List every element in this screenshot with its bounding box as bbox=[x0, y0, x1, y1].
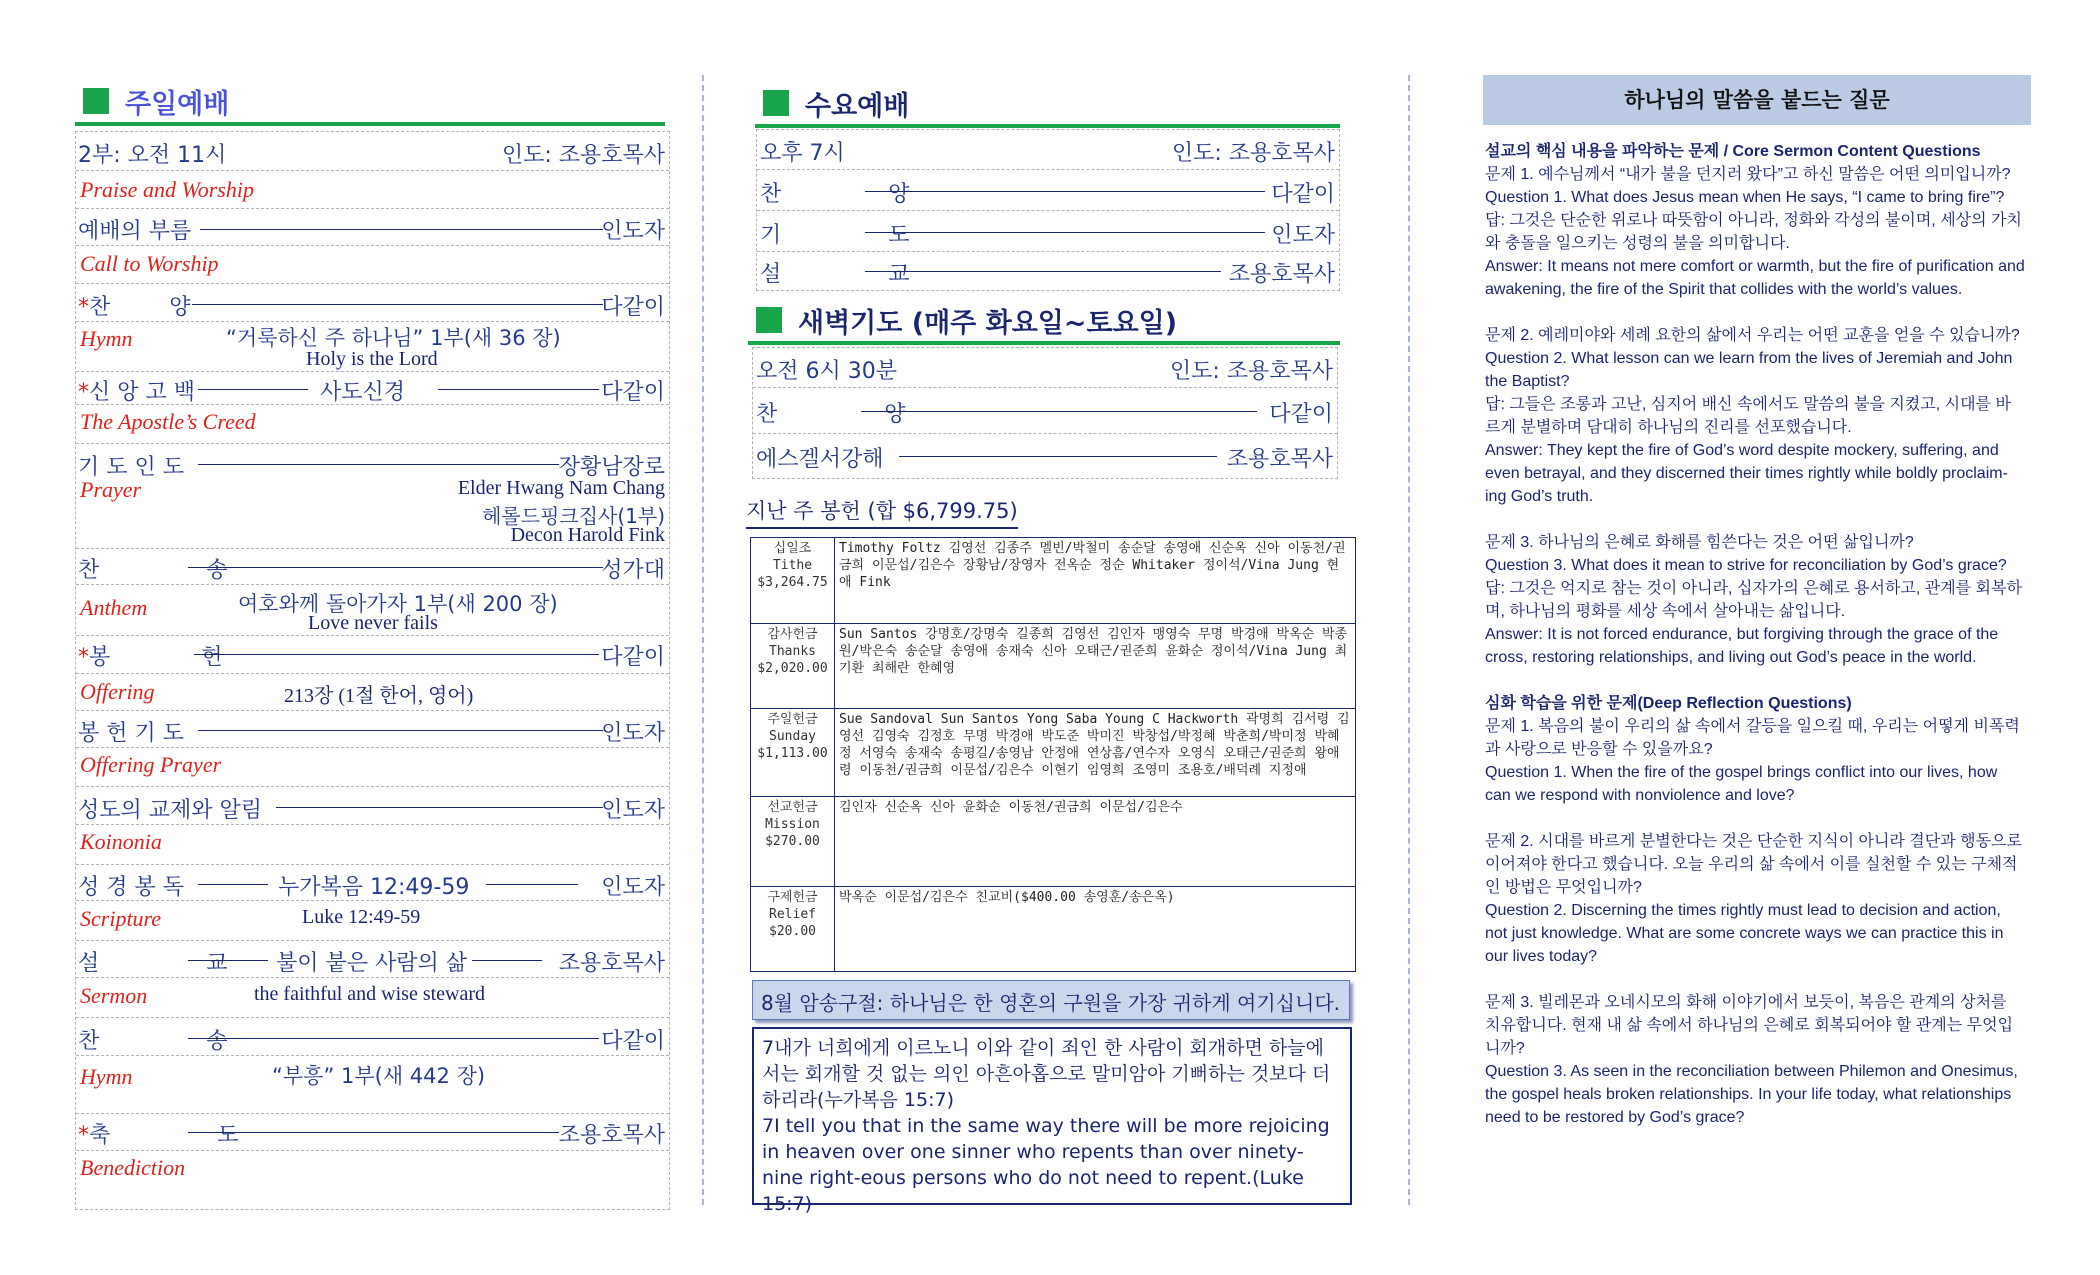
leader-line bbox=[899, 456, 1217, 457]
creed-name: 사도신경 bbox=[320, 380, 406, 405]
sunday-heading bbox=[75, 78, 665, 126]
core-q3-kr: 문제 3. 하나님의 은혜로 화해를 힘쓴다는 것은 어떤 삶입니까? bbox=[1485, 534, 1914, 551]
deep-q3-kr: 문제 3. 빌레몬과 오네시모의 화해 이야기에서 보듯이, 복음은 관계의 상처를 치유합니다. 현재 내 삶 속에서 하나님의 은혜로 회복되어야 할 관계는 무엇입니까? bbox=[1485, 994, 2014, 1057]
offering-category: 감사헌금 Thanks $2,020.00 bbox=[751, 624, 835, 709]
bene-en: Benediction bbox=[80, 1155, 186, 1180]
spacer bbox=[1485, 669, 2025, 692]
prayer-name-2: 헤롤드핑크집사(1부) bbox=[482, 504, 665, 528]
sermon-title: 불이 붙은 사람의 삶 bbox=[276, 951, 467, 976]
offering-category: 십일조 Tithe $3,264.75 bbox=[751, 538, 835, 624]
dawn-order-box bbox=[752, 347, 1338, 479]
anthem-en: Anthem bbox=[80, 595, 148, 620]
offering-row-tithe bbox=[751, 538, 1356, 624]
order-row-scripture bbox=[76, 865, 669, 901]
deep-questions-title: 심화 학습을 위한 문제(Deep Reflection Questions) bbox=[1485, 695, 1852, 712]
wed-row-hymn bbox=[757, 170, 1339, 211]
deep-q1-kr: 문제 1. 복음의 불이 우리의 삶 속에서 갈등을 일으킬 때, 우리는 어떻게 비폭력과 사랑으로 반응할 수 있을까요? bbox=[1485, 718, 2020, 758]
creed-label: *신 앙 고 백 bbox=[78, 380, 195, 405]
koinonia-leader: 인도자 bbox=[601, 798, 665, 823]
offering-song: 213장 (1절 한어, 영어) bbox=[284, 685, 474, 707]
spacer bbox=[1485, 301, 2025, 324]
core-q2-en: Question 2. What lesson can we learn from the lives of Jeremiah and John the Baptist? bbox=[1485, 350, 2013, 390]
order-row-scripture-en bbox=[76, 901, 669, 941]
prayer-name-1: Elder Hwang Nam Chang bbox=[457, 477, 665, 499]
memory-verse-en: 7I tell you that in the same way there will be more rejoicing in heaven over one sinner who repents than over ninety-nine right-eous persons who do not need to repent.(Luke 15:7) bbox=[762, 1115, 1330, 1215]
spacer bbox=[1485, 968, 2025, 991]
core-q3-answer-kr: 답: 그것은 억지로 참는 것이 아니라, 십자가의 은혜로 용서하고, 관계를 회복하며, 하나님의 평화를 세상 속에서 살아내는 삶입니다. bbox=[1485, 580, 2022, 620]
bene-preacher: 조용호목사 bbox=[558, 1123, 665, 1148]
anthem-song-en: Love never fails bbox=[308, 612, 438, 634]
core-q2-kr: 문제 2. 예레미야와 세례 요한의 삶에서 우리는 어떤 교훈을 얻을 수 있습니까? bbox=[1485, 327, 2020, 344]
offering-row-sunday bbox=[751, 709, 1356, 797]
wed-hymn-label: 찬 양 bbox=[760, 182, 960, 207]
order-row-creed-en bbox=[76, 405, 669, 444]
order-row-offering-song bbox=[76, 674, 669, 711]
scripture-label: 성 경 봉 독 bbox=[78, 875, 184, 900]
offering-leader: 다같이 bbox=[601, 645, 665, 670]
bene-label: *축 도 bbox=[78, 1123, 289, 1148]
offering-table bbox=[750, 537, 1356, 972]
core-q1-answer-kr: 답: 그것은 단순한 위로나 따뜻함이 아니라, 정화와 각성의 불이며, 세상의 가치와 충돌을 일으키는 성령의 불을 의미합니다. bbox=[1485, 212, 2022, 252]
leader-line bbox=[486, 884, 578, 885]
scripture-en: Scripture bbox=[80, 906, 162, 931]
offprayer-leader: 인도자 bbox=[601, 721, 665, 746]
hymn2-song: “부흥” 1부(새 442 장) bbox=[272, 1064, 486, 1088]
sunday-order-box bbox=[75, 131, 670, 1210]
memory-verse-title: 8월 암송구절: 하나님은 한 영혼의 구원을 가장 귀하게 여기십니다. bbox=[752, 980, 1350, 1020]
dawn-row-time bbox=[753, 348, 1337, 388]
wed-row-sermon bbox=[757, 252, 1339, 290]
dawn-title: 새벽기도 (매주 화요일~토요일) bbox=[798, 308, 1178, 339]
order-row-hymn2 bbox=[76, 1018, 669, 1056]
offering-names: Timothy Foltz 김영선 김종주 멜빈/박철미 송순달 송영애 신순옥 신아 이동천/권금희 이문섭/김은수 장황남/장영자 전옥순 정순 Whitaker 정이석/Vina Jung 현애 Fink bbox=[835, 538, 1356, 624]
order-row-offprayer bbox=[76, 711, 669, 748]
service-leader: 인도: 조용호목사 bbox=[501, 143, 665, 168]
offering-names: 박옥순 이문섭/김은수 친교비($400.00 송영훈/송은옥) bbox=[835, 887, 1356, 972]
questions-header: 하나님의 말씀을 붙드는 질문 bbox=[1483, 75, 2031, 125]
offering-row-relief bbox=[751, 887, 1356, 972]
leader-line bbox=[865, 191, 1265, 192]
order-row-koinonia bbox=[76, 787, 669, 825]
dawn-hymn-label: 찬 양 bbox=[756, 402, 956, 427]
sermon-label: 설 교 bbox=[78, 951, 278, 976]
wed-prayer-label: 기 도 bbox=[760, 223, 960, 248]
order-row-sermon-en bbox=[76, 978, 669, 1018]
core-q2-answer-en: Answer: They kept the fire of God’s word despite mockery, suffering, and even betrayal, and they discerned their times rightly while boldly proclaim-ing God’s truth. bbox=[1485, 442, 2008, 505]
offering-names: 김인자 신순옥 신아 윤화순 이동천/권금희 이문섭/김은수 bbox=[835, 797, 1356, 887]
creed-leader: 다같이 bbox=[601, 380, 665, 405]
leader-line bbox=[188, 1132, 559, 1133]
offering-row-thanks bbox=[751, 624, 1356, 709]
questions-content bbox=[1485, 140, 2025, 1129]
sermon-en: Sermon bbox=[80, 983, 148, 1008]
koinonia-en: Koinonia bbox=[80, 829, 162, 854]
wed-row-prayer bbox=[757, 211, 1339, 252]
order-row-call-en bbox=[76, 246, 669, 284]
core-q2-answer-kr: 답: 그들은 조롱과 고난, 심지어 배신 속에서도 말씀의 불을 지켰고, 시대를 바르게 분별하며 담대히 하나님의 진리를 선포했습니다. bbox=[1485, 396, 2011, 436]
wednesday-title: 수요예배 bbox=[805, 91, 910, 122]
wed-time: 오후 7시 bbox=[760, 141, 845, 166]
hymn2-leader: 다같이 bbox=[601, 1029, 665, 1054]
dawn-study-label: 에스겔서강해 bbox=[756, 447, 884, 472]
scripture-ref: 누가복음 12:49-59 bbox=[278, 875, 470, 900]
spacer bbox=[1485, 807, 2025, 830]
order-row-anthem-song bbox=[76, 585, 669, 636]
hymn1-song-kr: “거룩하신 주 하나님” 1부(새 36 장) bbox=[226, 326, 561, 350]
leader-line bbox=[861, 411, 1257, 412]
core-q1-en: Question 1. What does Jesus mean when He says, “I came to bring fire”? bbox=[1485, 189, 2005, 206]
order-row-offering bbox=[76, 636, 669, 674]
leader-line bbox=[200, 229, 603, 230]
offering-category: 선교헌금 Mission $270.00 bbox=[751, 797, 835, 887]
offering-category: 구제헌금 Relief $20.00 bbox=[751, 887, 835, 972]
leader-line bbox=[276, 807, 603, 808]
leader-line bbox=[188, 960, 268, 961]
order-row-creed bbox=[76, 372, 669, 405]
offering-title: 지난 주 봉헌 (합 $6,799.75) bbox=[746, 495, 1018, 529]
dawn-time: 오전 6시 30분 bbox=[756, 359, 897, 384]
hymn1-label: *찬 양 bbox=[78, 295, 217, 320]
deep-q2-kr: 문제 2. 시대를 바르게 분별한다는 것은 단순한 지식이 아니라 결단과 행동으로 이어져야 한다고 했습니다. 오늘 우리의 삶 속에서 이를 실천할 수 있는 구체적인 방법은 무엇입니까? bbox=[1485, 833, 2022, 896]
spacer bbox=[1485, 508, 2025, 531]
order-row-prayer bbox=[76, 444, 669, 549]
deep-q3-en: Question 3. As seen in the reconciliation between Philemon and Onesimus, the gospel heals broken relationships. In your life today, what relationships need to be restored by God’s grace? bbox=[1485, 1063, 2018, 1126]
leader-line bbox=[188, 1038, 599, 1039]
offering-names: Sun Santos 강명호/강명숙 길종희 김영선 김인자 맹영숙 무명 박경애 박옥순 박종원/박은숙 송순달 송영애 송재숙 신아 오태근/권준희 윤화순 정이석/Vina Jung 최기환 최해란 한혜영 bbox=[835, 624, 1356, 709]
order-row-offprayer-en bbox=[76, 748, 669, 787]
dawn-row-hymn bbox=[753, 388, 1337, 434]
order-row-benediction-en bbox=[76, 1151, 669, 1189]
sunday-title: 주일예배 bbox=[125, 89, 230, 120]
wed-prayer-leader: 인도자 bbox=[1271, 223, 1335, 248]
core-q1-kr: 문제 1. 예수님께서 “내가 불을 던지러 왔다”고 하신 말씀은 어떤 의미입니까? bbox=[1485, 166, 2011, 183]
wednesday-heading bbox=[755, 80, 1340, 128]
leader-line bbox=[865, 232, 1265, 233]
green-square-icon bbox=[763, 90, 789, 116]
leader-line bbox=[198, 730, 603, 731]
hymn1-en: Hymn bbox=[80, 326, 133, 351]
core-q1-answer-en: Answer: It means not mere comfort or warmth, but the fire of purification and awakening, the fire of the Spirit that collides with the world’s values. bbox=[1485, 258, 2025, 298]
prayer-label: 기 도 인 도 bbox=[78, 455, 184, 480]
anthem-label: 찬 송 bbox=[78, 558, 278, 583]
offprayer-en: Offering Prayer bbox=[80, 752, 222, 777]
leader-line bbox=[472, 960, 542, 961]
offering-label: *봉 헌 bbox=[78, 645, 265, 670]
wed-leader: 인도: 조용호목사 bbox=[1171, 141, 1335, 166]
order-row-sermon bbox=[76, 941, 669, 978]
leader-line bbox=[198, 884, 268, 885]
prayer-leader: 장황남장로 bbox=[558, 455, 665, 480]
wed-row-time bbox=[757, 130, 1339, 170]
service-time: 2부: 오전 11시 bbox=[78, 143, 227, 168]
column-divider-2 bbox=[1408, 75, 1410, 1205]
leader-line bbox=[198, 389, 308, 390]
column-divider-1 bbox=[702, 75, 704, 1205]
dawn-study-preacher: 조용호목사 bbox=[1226, 447, 1333, 472]
offprayer-label: 봉 헌 기 도 bbox=[78, 721, 184, 746]
sermon-title-en: the faithful and wise steward bbox=[254, 983, 486, 1005]
order-row-hymn1-song bbox=[76, 322, 669, 372]
memory-verse-kr: 7내가 너희에게 이르노니 이와 같이 죄인 한 사람이 회개하면 하늘에서는 회개할 것 없는 의인 아흔아홉으로 말미암아 기뻐하는 것보다 더하리라(누가복음 15:7) bbox=[762, 1037, 1331, 1111]
leader-line bbox=[198, 464, 559, 465]
order-row-hymn2-song bbox=[76, 1056, 669, 1114]
hymn2-label: 찬 송 bbox=[78, 1029, 278, 1054]
call-en: Call to Worship bbox=[80, 251, 219, 276]
dawn-hymn-leader: 다같이 bbox=[1269, 402, 1333, 427]
scripture-ref-en: Luke 12:49-59 bbox=[302, 906, 421, 928]
hymn1-leader: 다같이 bbox=[601, 295, 665, 320]
prayer-en: Prayer bbox=[80, 477, 142, 502]
order-row-koinonia-en bbox=[76, 825, 669, 865]
order-row-hymn1 bbox=[76, 284, 669, 322]
anthem-leader: 성가대 bbox=[601, 558, 665, 583]
green-square-icon bbox=[83, 88, 109, 114]
leader-line bbox=[438, 389, 599, 390]
hymn1-song-en: Holy is the Lord bbox=[306, 348, 438, 370]
deep-q1-en: Question 1. When the fire of the gospel brings conflict into our lives, how can we respond with nonviolence and love? bbox=[1485, 764, 1998, 804]
memory-verse-box bbox=[752, 1027, 1352, 1215]
wed-sermon-preacher: 조용호목사 bbox=[1228, 262, 1335, 287]
leader-line bbox=[865, 271, 1221, 272]
prayer-name-2-en: Decon Harold Fink bbox=[510, 524, 665, 546]
call-label: 예배의 부름 bbox=[78, 219, 192, 244]
order-row-anthem bbox=[76, 549, 669, 585]
leader-line bbox=[192, 304, 603, 305]
core-q3-en: Question 3. What does it mean to strive for reconciliation by God’s grace? bbox=[1485, 557, 2007, 574]
praise-label: Praise and Worship bbox=[80, 177, 254, 202]
dawn-heading bbox=[748, 297, 1340, 345]
dawn-leader: 인도: 조용호목사 bbox=[1169, 359, 1333, 384]
core-q3-answer-en: Answer: It is not forced endurance, but forgiving through the grace of the cross, restoring relationships, and living out God’s peace in the world. bbox=[1485, 626, 1999, 666]
deep-q2-en: Question 2. Discerning the times rightly must lead to decision and action, not just knowledge. What are some concrete ways we can practice this in our lives today? bbox=[1485, 902, 2004, 965]
order-row-call bbox=[76, 209, 669, 246]
offering-category: 주일헌금 Sunday $1,113.00 bbox=[751, 709, 835, 797]
wed-sermon-label: 설 교 bbox=[760, 262, 960, 287]
hymn2-en: Hymn bbox=[80, 1064, 133, 1089]
sermon-preacher: 조용호목사 bbox=[558, 951, 665, 976]
dawn-row-ezekiel bbox=[753, 434, 1337, 478]
wednesday-order-box bbox=[756, 129, 1340, 291]
leader-line bbox=[194, 654, 599, 655]
core-questions-title: 설교의 핵심 내용을 파악하는 문제 / Core Sermon Content Questions bbox=[1485, 143, 1981, 160]
koinonia-label: 성도의 교제와 알림 bbox=[78, 798, 263, 823]
order-row-praise bbox=[76, 171, 669, 209]
green-square-icon bbox=[756, 307, 782, 333]
wed-hymn-leader: 다같이 bbox=[1271, 182, 1335, 207]
order-row-service-time bbox=[76, 132, 669, 171]
offering-en: Offering bbox=[80, 679, 155, 704]
anthem-song-kr: 여호와께 돌아가자 1부(새 200 장) bbox=[238, 592, 558, 616]
offering-row-mission bbox=[751, 797, 1356, 887]
call-leader: 인도자 bbox=[601, 219, 665, 244]
order-row-benediction bbox=[76, 1114, 669, 1151]
creed-en: The Apostle’s Creed bbox=[80, 409, 256, 434]
leader-line bbox=[188, 567, 603, 568]
offering-names: Sue Sandoval Sun Santos Yong Saba Young C Hackworth 곽명희 김서령 김영선 김영숙 김정호 무명 박경애 박도준 박미진 박창섭/박정혜 박춘희/박미정 박혜정 서영숙 송재숙 송평길/송영남 안정애 연상흠/연수자 오영식 오태근/권준희 왕애령 이동천/권금희 이문섭/김은수 이현기 임영희 조영미 조용호/배덕례 지정애 bbox=[835, 709, 1356, 797]
scripture-leader: 인도자 bbox=[601, 875, 665, 900]
